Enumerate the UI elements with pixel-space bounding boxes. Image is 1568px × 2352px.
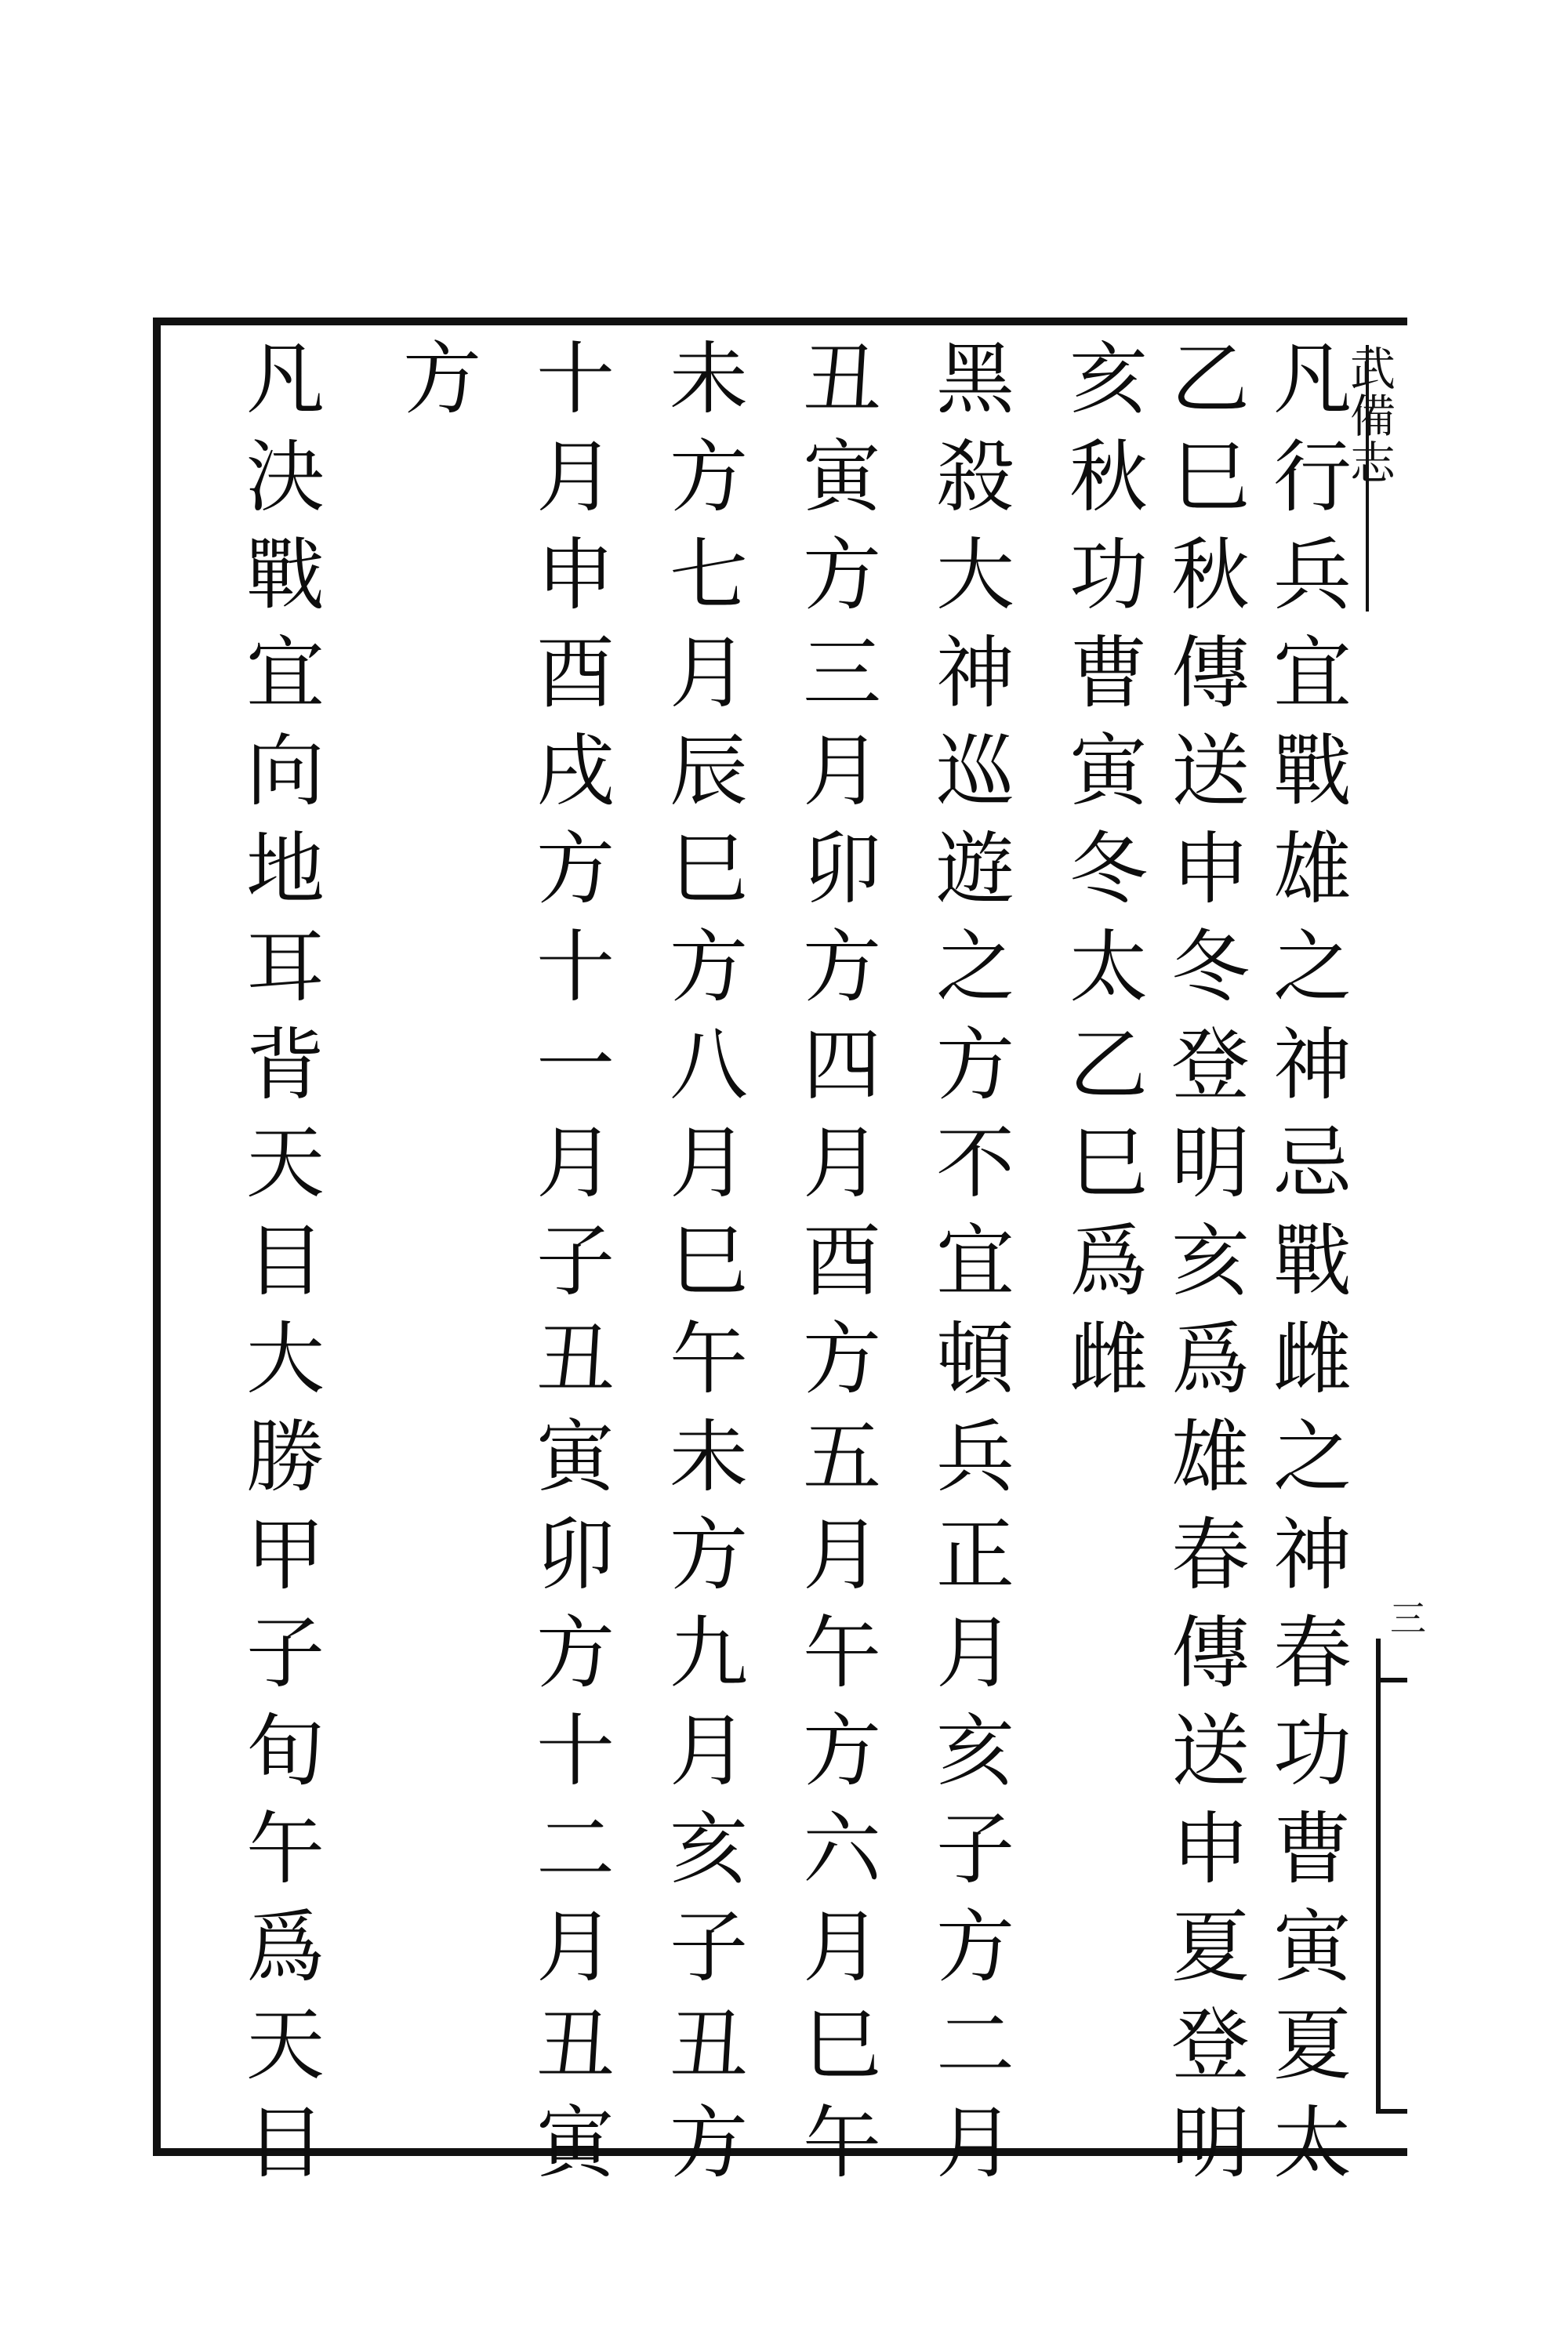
- text-column-8: 方: [390, 337, 481, 435]
- text-column-1: 凡行兵宜戰雄之神忌戰雌之神春功曹寅夏太: [1260, 337, 1352, 2199]
- margin-divider-top: [1376, 1678, 1407, 1682]
- text-column-9: 凡決戰宜向地耳背天目大勝甲子旬午爲天目: [233, 337, 325, 2199]
- text-column-6: 未方七月辰巳方八月巳午未方九月亥子丑方: [656, 337, 748, 2199]
- text-column-3: 亥秋功曹寅冬太乙巳爲雌: [1056, 337, 1148, 1415]
- text-column-4: 黑殺大神巡遊之方不宜頓兵正月亥子方二月: [923, 337, 1014, 2199]
- margin-divider: [1376, 1639, 1381, 2109]
- text-column-5: 丑寅方三月卯方四月酉方五月午方六月巳午: [789, 337, 881, 2199]
- margin-title: 武備志: [1342, 345, 1396, 486]
- margin-divider-bottom: [1376, 2109, 1407, 2114]
- text-column-7: 十月申酉戌方十一月子丑寅卯方十二月丑寅: [523, 337, 615, 2199]
- text-column-2: 乙巳秋傳送申冬登明亥爲雄春傳送申夏登明: [1158, 337, 1250, 2199]
- margin-folio: 三: [1385, 1599, 1427, 1635]
